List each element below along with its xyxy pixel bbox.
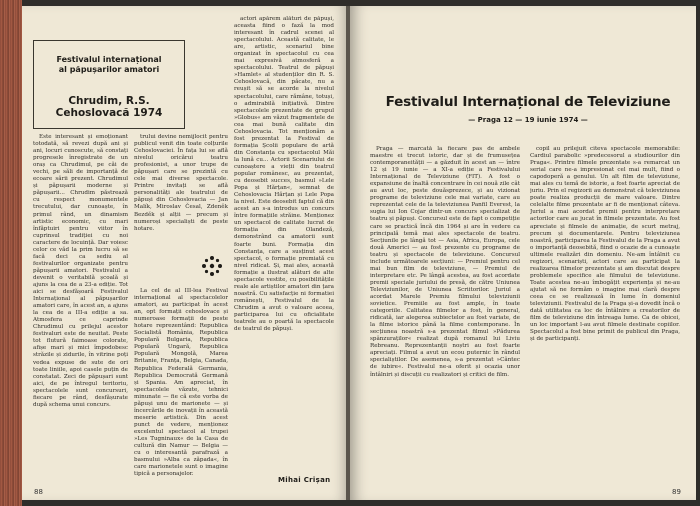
article-column-2-bottom (134, 288, 228, 488)
page-subtitle: — Praga 12 — 19 iunie 1974 — (468, 116, 588, 124)
article-paragraph: copil au prilejuit citeva spectacole memorabile: Cardiul parabolic »predecesorul a studiourilor din Praga«. Printre filmele prezentate s-a remarcat un serial care ne-a impresionat cel mai mult, fiind o capodoperă a genului. Un alt film de televiziune, mai ales cu temă de istorie, a fost foarte apreciat de juriu. Prin el regizorii au demonstrat că televiziunea poate realiza producții de mare valoare. Dintre celelalte filme prezentate ar fi de menționat câteva. Juriul a mai acordat premii pentru interpretare actorilor care au jucat în filmele prezentate. Au fost apreciate și filmele de animație, de scurt metraj, precum și documentarele. Pentru televiziunea noastră, participarea la Festivalul de la Praga a avut o importanță deosebită, fiind o ocazie de a cunoaște ultimele realizări din domeniu. Ne-am întâlnit cu regizori, scenariști, actori care au participat la realizarea filmelor prezentate și am discutat despre problemele specifice ale filmului de televiziune. Toate acestea ne-au îmbogățit experiența și ne-au ajutat să ne formăm o imagine mai clară despre ceea ce se realizează în lume în domeniul televiziunii. Festivalul de la Praga și-a dovedit încă o dată utilitatea ca loc de întâlnire a creatorilor de film de televiziune din întreaga lume. Ca de obicei, un loc important l-au avut filmele destinate copiilor. Spectacolul a fost bine primit de publicul din Praga, și de participanți. (530, 146, 680, 343)
article-title-line1: Festivalul internațional (56, 55, 162, 64)
article-title-box (33, 40, 185, 129)
article-column-1 (33, 134, 128, 488)
right-page (350, 6, 696, 500)
article-paragraph: La cel de al III-lea Festival internațional al spectacolelor amatori, au participat în acest an, opt formații cehoslovace și numeroase formații de peste hotare reprezentând: Republica Socialistă România, Republica Populară Bulgaria, Republica Populară Ungară, Republica Populară Mongolă, Marea Britanie, Franța, Belgia, Canada, Republica Federală Germania, Republica Democrată Germană și Spania. Am apreciat, în spectacolele văzute, tehnici minunate — fie că este vorba de păpuși unu de marionete — și încercările de inovații în această meserie artistică. Din acest punct de vedere, menționez excelentul spectacol al trupei »Les Tugninaux« de la Casa de cultură din Namur — Belgia — cu o interesantă parafrază a basmului »Alba ca zăpada«, în care marionetele sunt o imagine tipică a personajelor. (134, 288, 228, 478)
article-paragraph: trului devine nemijlocit pentru publicul venit din toate colțurile Cehoslovaciei. În fața lui se află nivelul oricărui teatru profesionist, a unor trupe de păpușari care se prezintă cu cele mai diverse spectacole. Printre invitați se află personalități ale teatrului de păpuși din Cehoslovacia — Jan Malík, Miroslav Česal, Zdeněk Bezděk și alții — precum și numeroși specialiști de peste hotare. (134, 134, 228, 232)
article-place: Chrudim, R.S. Cehoslovacă 1974 (55, 95, 163, 119)
article-paragraph: Este interesant și emoționant totodată, să revezi după ani și ani, locuri cunoscute, să constați progresele înregistrate de un oraș ca Chrudimul, pe căi de vechi, pe săli de importanță de ecoare sării prezent. Chrudimul și păpușarii moderne și păpușarii... Chrudim păstrează cu respect monumentele trecutului, dar cunoaște, în primul rând, un dinamism artistic economic, cu mari înfăptuiri pentru viitor în cuprinsul tradiției cu noi caractere de locuință. Dar voiesc celor ce văd la prim lucru să se facă deci ca sediu al festivalurilor organizate pentru păpușarii amatori. Festivalul a devenit o veritabilă școală și ajuns la cea de a 23-a ediție. Tot aici se desfășoară Festivalul Internațional al păpușarilor amatori care, în acest an, a ajuns la cea de a III-a ediție a sa. Atmosfera ce caprinde Chrudimul cu prilejul acestor festivaluri este de neuitat. Peste tot flutură faimoase colorate, afișe mari și mici împodobesc străzile și zidurile, în vitrine poți vedea expuse de sute de ori toate liniile, apoi casele puțin de constatat. Zeci de păpușari sunt aici, de pe întregul teritoriu, spectacolele sunt concursuri, fiecare pe rând, desfășurate după schema unui concurs. (33, 134, 128, 408)
article-author: Mihai Crișan (278, 476, 331, 484)
article-title (34, 55, 184, 75)
asterisk-ornament-icon (200, 254, 224, 278)
article-paragraph: actori apărem alături de păpuși, aceasta fiind o fază la mod interesant în cadrul scenei al spectacolului. Această calitate, le are, artistic, scenariul bine organizat în spectacolul cu cea mai expresivă atmosferă a spectacolului. Teatrul de păpuși »Hamlet« al studenților din R. S. Cehoslovacă, din păcate, nu a reușit să se acorde la nivelul spectacolului, care rămâne, totuși, o admirabilă inițiativă. Dintre spectacolele prezentate de grupul »Globus« am văzut fragmentele de cea mai bună calitate din Cehoslovacia. Tot menționăm a fost prezentat la Festival de formația Școlii populare de artă din Constanța cu spectacolul Măi la lună cu... Actorii Scenariului de cunoaștere a vieții din teatrul popular românesc, au prezentat, cu deosebit succes, basmul »Lele Popa și Hărțan«, semnat de Cehoslovacia Hărțan și Lele Popa la nivel. Este deosebit faptul că din acest an s-a introdus un concurs între formațiile străine. Menționez un spectacol de calitate lucrat de formația din Olandeză, demonstrând ca amatorii sunt foarte buni. Formația din Constanța, care a susținut acest spectacol, o formație premiată cu nivel ridicat. Și, mai ales, această formație a ilustrat alături de alte spectacole vestite, cu posibilitățile reale ale artiștilor amatori din țara noastră. Cu satisfacție ni formatiei românești, Festivalul de la Chrudim a avut o valoare aceea, participarea lui cu oficialitate teatrele au o poartă la spectacole de teatrul de păpuși. (234, 16, 334, 333)
tv-column-1 (370, 146, 520, 486)
tv-column-2 (530, 146, 680, 486)
article-paragraph: Praga — marcată la fiecare pas de ambele maestre ei trecut istoric, dar și de frumusețea contemporaneității — a găzduit în acest an — între 12 și 19 iunie — a XI-a ediție a Festivalului Internațional de Televiziune (FIT). A fost o expansiune de înaltă concentrare în cei nouă zile cât au avut loc, peste douăsprezece, și au vizionat programe de televiziune cele mai variate, care au reprezentat cele de la televiziunea Panfil Everest, la sugia lui Ion Cojar dintr-un concurs specializat de teatru și păpuși. Concursul este de fapt o competiție care se practică încă din 1964 și are în vedere ca principală temă mai ales spectacole de teatru. Secțiunile pe lângă tot — Asia, Africa, Europa, cele două Americi — au fost prezente cu programe de teatru și spectacole de televiziune. Concursul include următoarele secțiuni: — Premiul pentru cel mai bun film de televiziune, — Premiul de interpretare etc. Pe lângă acestea, au fost acordate premii speciale juriului de presă, de către Uniunea Televiziunilor, de Uniunea Scriitorilor. Juriul a acordat Marele Premiu filmului televiziunii sovietice. Premiile au fost ample, în toate categoriile. Calitatea filmelor a fost, în general, ridicată, iar alegerea subiectelor au fost variate, de la filme istorice până la filme contemporane. În secțiunea noastră s-a prezentat filmul »Pădurea spânzuraților« realizat după romanul lui Liviu Rebreanu. Reprezentanții noștri au fost foarte apreciați. Filmul a avut un ecou puternic în rândul specialiștilor. De asemenea, s-a prezentat »Cântec de iubire«. Festivalul ne-a oferit și ocazia unor întâlniri și discuții cu realizatori și critici de film. (370, 146, 520, 378)
page-number-left: 88 (34, 488, 43, 496)
page-number-right: 89 (672, 488, 681, 496)
page-title: Festivalul Internațional de Televiziune (385, 94, 671, 110)
book-binding (0, 0, 22, 506)
article-column-3 (234, 16, 334, 468)
article-column-2-top (134, 134, 228, 249)
left-page (22, 6, 348, 500)
article-title-line2: al păpușarilor amatori (58, 65, 160, 74)
